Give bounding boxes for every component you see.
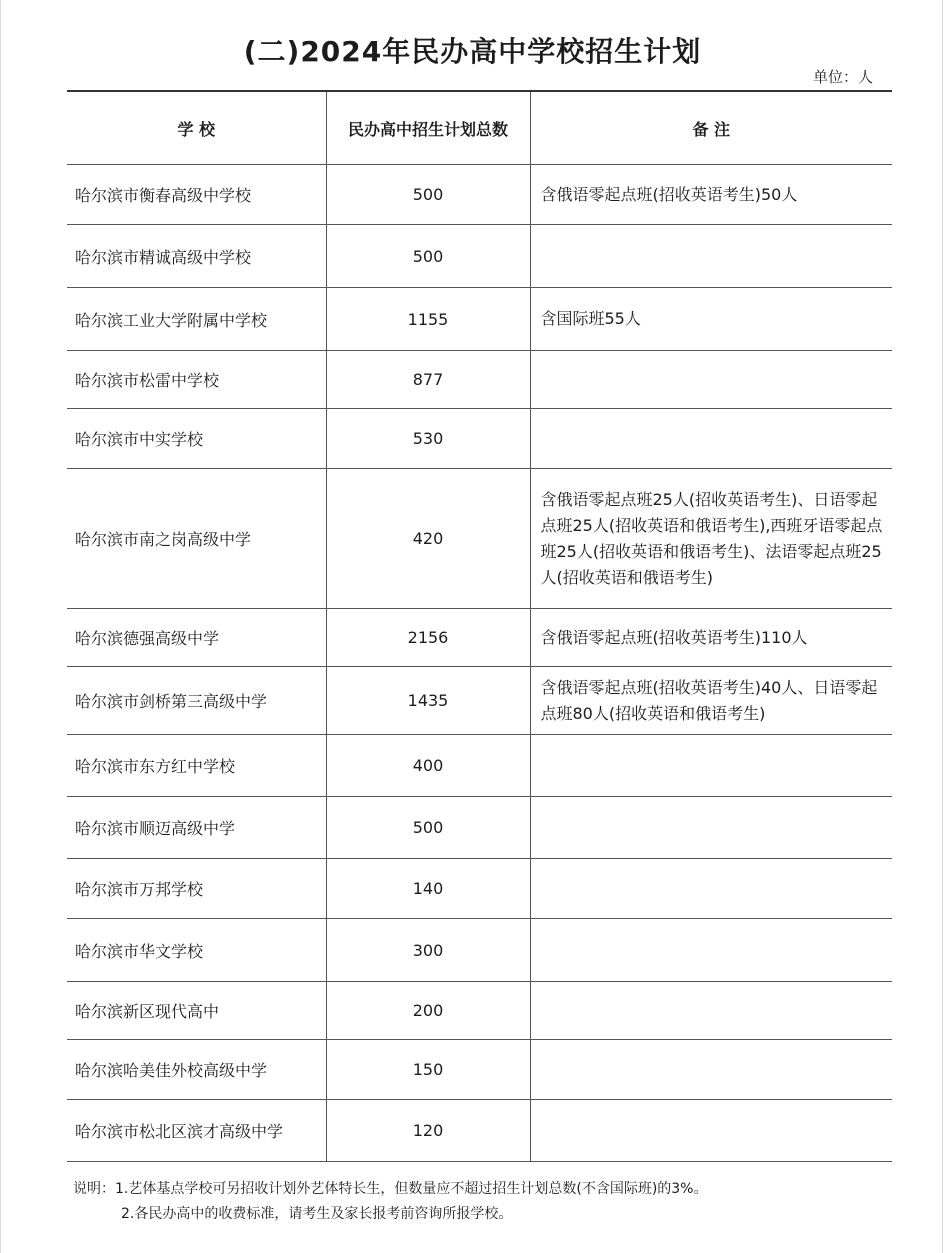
note-cell [530,919,892,982]
table-row [67,351,892,409]
table-row [67,1100,892,1162]
table-row [67,609,892,667]
note-cell [530,735,892,797]
total-cell: 420 [326,469,530,609]
total-cell: 400 [326,735,530,797]
total-cell: 1435 [326,667,530,735]
total-cell: 530 [326,409,530,469]
total-cell: 140 [326,859,530,919]
school-cell: 哈尔滨市东方红中学校 [67,735,326,797]
note-cell [530,1100,892,1162]
total-cell: 1155 [326,288,530,351]
note-cell [530,859,892,919]
total-cell: 150 [326,1040,530,1100]
note-cell: 含俄语零起点班(招收英语考生)50人 [530,165,892,225]
note-cell: 含俄语零起点班(招收英语考生)110人 [530,609,892,667]
note-cell [530,409,892,469]
table-row [67,288,892,351]
table-row [67,225,892,288]
note-cell: 含俄语零起点班(招收英语考生)40人、日语零起点班80人(招收英语和俄语考生) [530,667,892,735]
note-cell [530,225,892,288]
total-cell: 2156 [326,609,530,667]
table-row [67,469,892,609]
school-cell: 哈尔滨市剑桥第三高级中学 [67,667,326,735]
total-cell: 877 [326,351,530,409]
school-cell: 哈尔滨市中实学校 [67,409,326,469]
table-row [67,797,892,859]
school-cell: 哈尔滨市松北区滨才高级中学 [67,1100,326,1162]
school-cell: 哈尔滨哈美佳外校高级中学 [67,1040,326,1100]
footnote-line-1: 说明：1.艺体基点学校可另招收计划外艺体特长生，但数量应不超过招生计划总数(不含国际班)的3%。 [73,1181,708,1197]
footnote-line-2: 2.各民办高中的收费标准，请考生及家长报考前咨询所报学校。 [121,1206,513,1222]
table-row [67,859,892,919]
school-cell: 哈尔滨德强高级中学 [67,609,326,667]
unit-label: 单位：人 [813,68,874,86]
table-row [67,919,892,982]
table-row [67,1040,892,1100]
table-row [67,667,892,735]
enrollment-table [67,90,892,1162]
school-cell: 哈尔滨市衡春高级中学校 [67,165,326,225]
note-cell [530,351,892,409]
header-note: 备 注 [530,91,892,165]
total-cell: 500 [326,225,530,288]
total-cell: 300 [326,919,530,982]
note-cell: 含国际班55人 [530,288,892,351]
header-total: 民办高中招生计划总数 [326,91,530,165]
total-cell: 500 [326,797,530,859]
footnote [73,1177,708,1227]
school-cell: 哈尔滨市万邦学校 [67,859,326,919]
table-header-row [67,91,892,165]
school-cell: 哈尔滨新区现代高中 [67,982,326,1040]
header-school: 学 校 [67,91,326,165]
note-cell [530,797,892,859]
school-cell: 哈尔滨市顺迈高级中学 [67,797,326,859]
school-cell: 哈尔滨市松雷中学校 [67,351,326,409]
school-cell: 哈尔滨市华文学校 [67,919,326,982]
page-title: (二)2024年民办高中学校招生计划 [243,35,702,68]
school-cell: 哈尔滨市南之岗高级中学 [67,469,326,609]
total-cell: 120 [326,1100,530,1162]
table-row [67,165,892,225]
total-cell: 500 [326,165,530,225]
total-cell: 200 [326,982,530,1040]
table-row [67,409,892,469]
note-cell [530,982,892,1040]
school-cell: 哈尔滨工业大学附属中学校 [67,288,326,351]
school-cell: 哈尔滨市精诚高级中学校 [67,225,326,288]
note-cell [530,1040,892,1100]
table-row [67,982,892,1040]
table-row [67,735,892,797]
note-cell: 含俄语零起点班25人(招收英语考生)、日语零起点班25人(招收英语和俄语考生),西班牙语零起点班25人(招收英语和俄语考生)、法语零起点班25人(招收英语和俄语考生) [530,469,892,609]
